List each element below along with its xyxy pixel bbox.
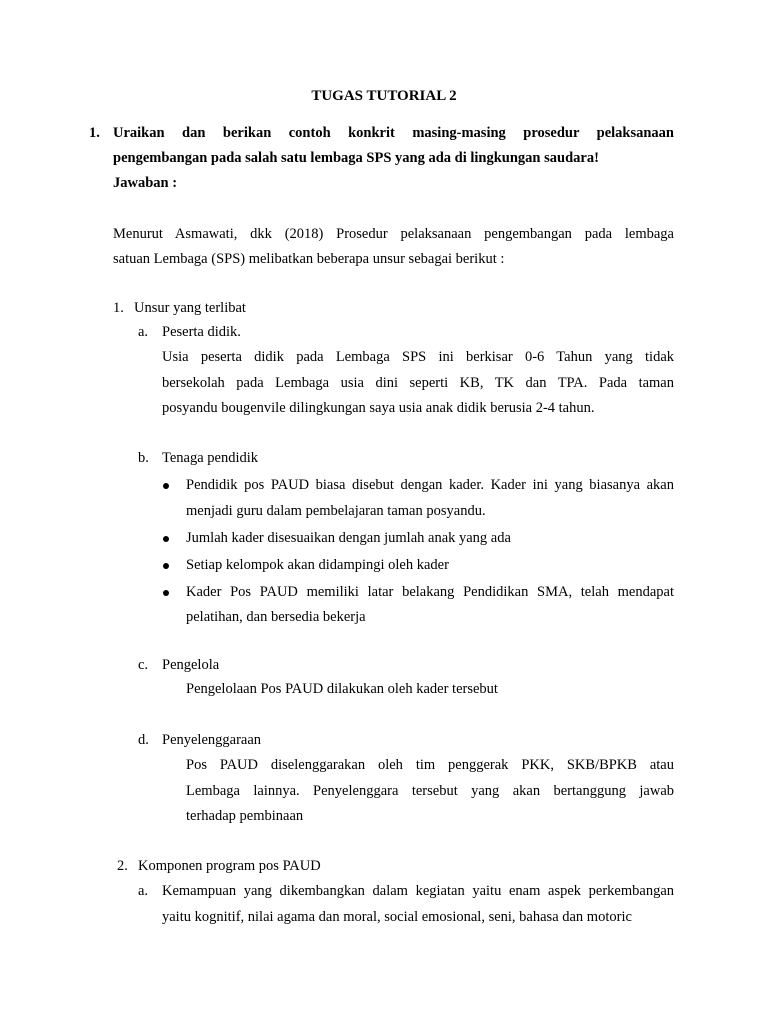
item-b-title: Tenaga pendidik [162,450,259,466]
bullet-dot-icon [163,563,169,569]
item-c-letter: c. [138,657,149,673]
bullet-4-line-2: pelatihan, dan bersedia bekerja [186,609,366,625]
intro-line-2: satuan Lembaga (SPS) melibatkan beberapa unsur sebagai berikut : [113,251,505,267]
item-c-line-1: Pengelolaan Pos PAUD dilakukan oleh kader tersebut [186,681,498,697]
bullet-1-line-1: Pendidik pos PAUD biasa disebut dengan kader. Kader ini yang biasanya akan [186,477,674,493]
item-a-line-2: bersekolah pada Lembaga usia dini seperti KB, TK dan TPA. Pada taman [162,374,674,391]
bullet-1-line-2: menjadi guru dalam pembelajaran taman posyandu. [186,502,486,519]
bullet-item [160,473,674,524]
bullet-item [160,580,674,631]
item-a-letter: a. [138,324,149,340]
item-d-line-3: terhadap pembinaan [186,808,304,824]
item-b-letter: b. [138,450,149,466]
section-1-title: Unsur yang terlibat [134,300,246,316]
section-2-item-a-paragraph [162,879,674,930]
question-line-2: pengembangan pada salah satu lembaga SPS yang ada di lingkungan saudara! [113,150,599,166]
section-2-item-a-letter: a. [138,883,149,899]
item-d-line-2: Lembaga lainnya. Penyelenggara tersebut yang akan bertanggung jawab [186,782,674,799]
section-1-number: 1. [113,300,124,316]
bullet-3-line-1: Setiap kelompok akan didampingi oleh kader [186,556,449,573]
question-text [113,121,674,171]
item-d-line-1: Pos PAUD diselenggarakan oleh tim penggerak PKK, SKB/BPKB atau [186,757,674,773]
intro-paragraph [113,222,674,272]
answer-label: Jawaban : [113,175,178,191]
bullet-item [160,553,674,579]
document-title: TUGAS TUTORIAL 2 [311,88,457,104]
bullet-dot-icon [163,590,169,596]
question-line-1: Uraikan dan berikan contoh konkrit masing-masing prosedur pelaksanaan [113,125,674,141]
question-number: 1. [89,125,100,141]
item-a-paragraph [162,345,674,422]
section-2-title: Komponen program pos PAUD [138,858,321,874]
item-c-title: Pengelola [162,657,220,673]
bullet-4-line-1: Kader Pos PAUD memiliki latar belakang Pendidikan SMA, telah mendapat [186,583,674,600]
section-2-item-a-line-2: yaitu kognitif, nilai agama dan moral, social emosional, seni, bahasa dan motoric [162,908,632,925]
item-d-paragraph [186,753,674,830]
intro-line-1: Menurut Asmawati, dkk (2018) Prosedur pelaksanaan pengembangan pada lembaga [113,226,674,242]
item-b-bullet-list [160,473,674,632]
bullet-dot-icon [163,483,169,489]
item-a-title: Peserta didik. [162,324,241,340]
item-d-letter: d. [138,732,149,748]
section-2-item-a-line-1: Kemampuan yang dikembangkan dalam kegiatan yaitu enam aspek perkembangan [162,883,674,899]
bullet-item [160,526,674,552]
bullet-dot-icon [163,536,169,542]
item-d-title: Penyelenggaraan [162,732,262,748]
section-2-number: 2. [117,858,128,874]
item-a-line-3: posyandu bougenvile dilingkungan saya usia anak didik berusia 2-4 tahun. [162,400,595,416]
item-a-line-1: Usia peserta didik pada Lembaga SPS ini berkisar 0-6 Tahun yang tidak [162,349,674,365]
bullet-2-line-1: Jumlah kader disesuaikan dengan jumlah anak yang ada [186,529,511,546]
